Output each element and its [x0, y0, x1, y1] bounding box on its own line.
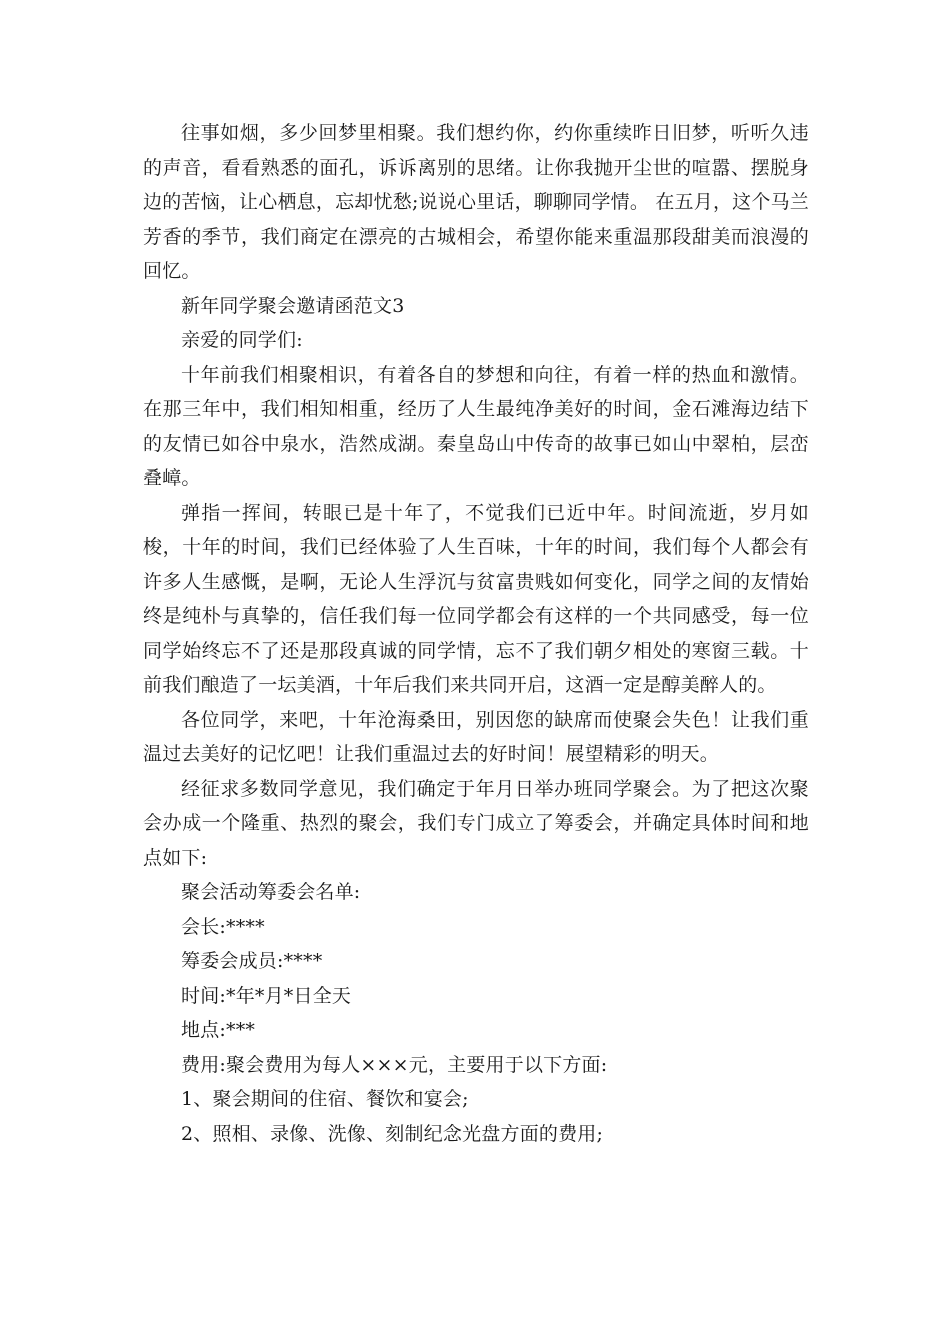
time-line: 时间:*年*月*日全天: [181, 984, 352, 1007]
location-line: 地点:***: [181, 1019, 256, 1041]
paragraph-intro-memories: 往事如烟，多少回梦里相聚。我们想约你，约你重续昨日旧梦，听听久违的声音，看看熟悉的面孔，诉诉离别的思绪。让你我抛开尘世的喧嚣、摆脱身边的苦恼，让心栖息，忘却忧愁;说说心里话，聊聊同学情。 在五月，这个马兰芳香的季节，我们商定在漂亮的古城相会，希望你能来重温那段甜美而浪漫的回忆。: [143, 122, 809, 282]
paragraph-invitation: 各位同学，来吧，十年沧海桑田，别因您的缺席而使聚会失色！让我们重温过去美好的记忆吧！让我们重温过去的好时间！展望精彩的明天。: [143, 708, 809, 765]
paragraph-arrangement: 经征求多数同学意见，我们确定于年月日举办班同学聚会。为了把这次聚会办成一个隆重、热烈的聚会，我们专门成立了筹委会，并确定具体时间和地点如下:: [143, 777, 809, 869]
paragraph-ten-years-ago: 十年前我们相聚相识，有着各自的梦想和向往，有着一样的热血和激情。在那三年中，我们相知相重，经历了人生最纯净美好的时间，金石滩海边结下的友情已如谷中泉水，浩然成湖。秦皇岛山中传奇的故事已如山中翠柏，层峦叠嶂。: [143, 363, 809, 489]
committee-list-heading: 聚会活动筹委会名单:: [181, 881, 361, 903]
paragraph-time-flies: 弹指一挥间，转眼已是十年了，不觉我们已近中年。时间流逝，岁月如梭，十年的时间，我们已经体验了人生百味，十年的时间，我们每个人都会有许多人生感慨，是啊，无论人生浮沉与贫富贵贱如何变化，同学之间的友情始终是纯朴与真挚的，信任我们每一位同学都会有这样的一个共同感受，每一位同学始终忘不了还是那段真诚的同学情，忘不了我们朝夕相处的寒窗三载。十前我们酿造了一坛美酒，十年后我们来共同开启，这酒一定是醇美醉人的。: [143, 501, 809, 696]
fee-line: 费用:聚会费用为每人×××元，主要用于以下方面:: [181, 1053, 608, 1076]
section-heading: 新年同学聚会邀请函范文3: [181, 294, 405, 317]
document-body: [143, 116, 809, 1151]
list-item-1: 1、聚会期间的住宿、餐饮和宴会;: [181, 1088, 469, 1110]
committee-members-line: 筹委会成员:****: [181, 950, 323, 972]
chairman-line: 会长:****: [181, 915, 265, 938]
list-item-2: 2、照相、录像、洗像、刻制纪念光盘方面的费用;: [181, 1122, 604, 1145]
salutation: 亲爱的同学们:: [181, 329, 303, 351]
